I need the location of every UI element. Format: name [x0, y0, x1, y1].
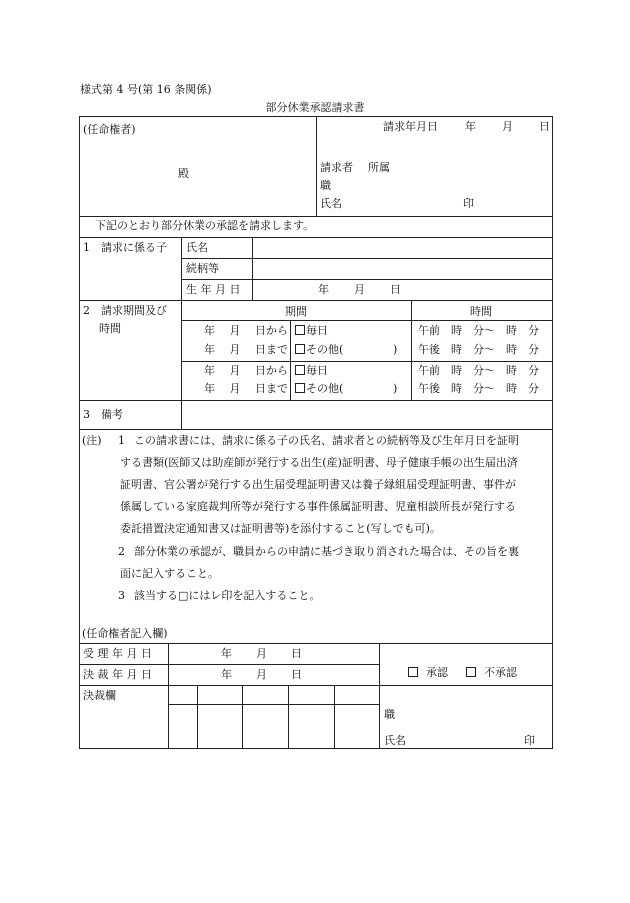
position-label: 職: [320, 179, 331, 192]
period-header: 期間: [285, 305, 307, 318]
other-option[interactable]: [295, 382, 343, 396]
period-from: 年 月 日から: [204, 364, 288, 377]
note2-line: 面に記入すること。: [120, 567, 219, 580]
period-to: 年 月 日まで: [204, 382, 288, 395]
birth-day: 日: [390, 283, 401, 296]
note1-line: する書類(医師又は助産師が発行する出生(産)証明書、母子健康手帳の出生届出済: [120, 456, 518, 469]
daily-option[interactable]: [295, 364, 328, 378]
time-header: 時間: [470, 305, 492, 318]
requester-name-label: 氏名: [320, 197, 342, 210]
request-day: 日: [539, 120, 550, 133]
reject-label: 不承認: [484, 666, 517, 679]
requester-label: 請求者: [320, 161, 353, 174]
checkbox-icon[interactable]: [466, 667, 476, 677]
daily-option[interactable]: [295, 324, 328, 338]
other-label: その他(: [306, 343, 344, 356]
pm-time: 午後 時 分〜 時 分: [418, 382, 539, 395]
note3-number: 3: [118, 589, 125, 602]
approve-label: 承認: [426, 666, 448, 679]
note1-line: 委託措置決定通知書又は証明書等)を添付すること(写しでも可)。: [120, 522, 441, 535]
other-close: ): [393, 343, 398, 356]
checkbox-icon[interactable]: [295, 383, 305, 393]
request-month: 月: [502, 120, 513, 133]
approve-option[interactable]: [408, 666, 448, 680]
checkbox-icon[interactable]: [295, 365, 305, 375]
birth-year: 年: [318, 283, 329, 296]
form-title: 部分休業承認請求書: [265, 101, 365, 114]
am-time: 午前 時 分〜 時 分: [418, 324, 539, 337]
sec2-label-line2: 時間: [99, 322, 121, 335]
sec1-label: 1 請求に係る子: [83, 241, 167, 254]
birth-month: 月: [354, 283, 365, 296]
received-date-label: 受 理 年 月 日: [83, 647, 152, 660]
decided-month: 月: [256, 668, 267, 681]
checkbox-icon[interactable]: [295, 344, 305, 354]
form-reference: 様式第 4 号(第 16 条関係): [80, 83, 212, 96]
received-month: 月: [256, 647, 267, 660]
other-label: その他(: [306, 382, 344, 395]
child-birth-label: 生 年 月 日: [186, 283, 241, 296]
intro-text: 下記のとおり部分休業の承認を請求します。: [95, 219, 315, 232]
sec2-label-line1: 2 請求期間及び: [83, 304, 167, 317]
note1-line: 係属している家庭裁判所等が発行する事件係属証明書、児童相談所長が発行する: [120, 500, 516, 513]
period-to: 年 月 日まで: [204, 343, 288, 356]
daily-label: 毎日: [306, 364, 328, 377]
note2-number: 2: [118, 545, 125, 558]
pm-time: 午後 時 分〜 時 分: [418, 343, 539, 356]
affiliation-label: 所属: [368, 161, 390, 174]
decided-year: 年: [221, 668, 232, 681]
request-date-label: 請求年月日: [383, 120, 438, 133]
checkbox-icon[interactable]: [295, 325, 305, 335]
received-day: 日: [291, 647, 302, 660]
note1-line: 証明書、官公署が発行する出生届受理証明書又は養子縁組届受理証明書、事件が: [120, 478, 516, 491]
reject-option[interactable]: [466, 666, 517, 680]
decided-day: 日: [291, 668, 302, 681]
approver-seal: 印: [524, 734, 535, 747]
requester-seal: 印: [463, 197, 474, 210]
child-relation-label: 続柄等: [186, 262, 219, 275]
request-year: 年: [465, 120, 476, 133]
decision-column-label: 決裁欄: [83, 689, 116, 702]
checkbox-icon[interactable]: [408, 667, 418, 677]
approver-name-label: 氏名: [384, 734, 406, 747]
note1-number: 1: [118, 434, 125, 447]
note3-line: 該当する□にはレ印を記入すること。: [134, 589, 321, 602]
note2-line: 部分休業の承認が、職員からの申請に基づき取り消された場合は、その旨を裏: [134, 545, 519, 558]
note1-line: この請求書には、請求に係る子の氏名、請求者との続柄等及び生年月日を証明: [134, 434, 519, 447]
notes-prefix: (注): [82, 434, 102, 447]
am-time: 午前 時 分〜 時 分: [418, 364, 539, 377]
decided-date-label: 決 裁 年 月 日: [83, 668, 152, 681]
appointer-section-label: (任命権者記入欄): [82, 627, 168, 640]
sec3-label: 3 備考: [83, 408, 123, 421]
dono-label: 殿: [178, 167, 189, 180]
other-close: ): [393, 382, 398, 395]
received-year: 年: [221, 647, 232, 660]
child-name-label: 氏名: [186, 241, 208, 254]
appointer-label: (任命権者): [83, 123, 136, 136]
other-option[interactable]: [295, 343, 343, 357]
period-from: 年 月 日から: [204, 324, 288, 337]
approver-position-label: 職: [384, 708, 395, 721]
daily-label: 毎日: [306, 324, 328, 337]
